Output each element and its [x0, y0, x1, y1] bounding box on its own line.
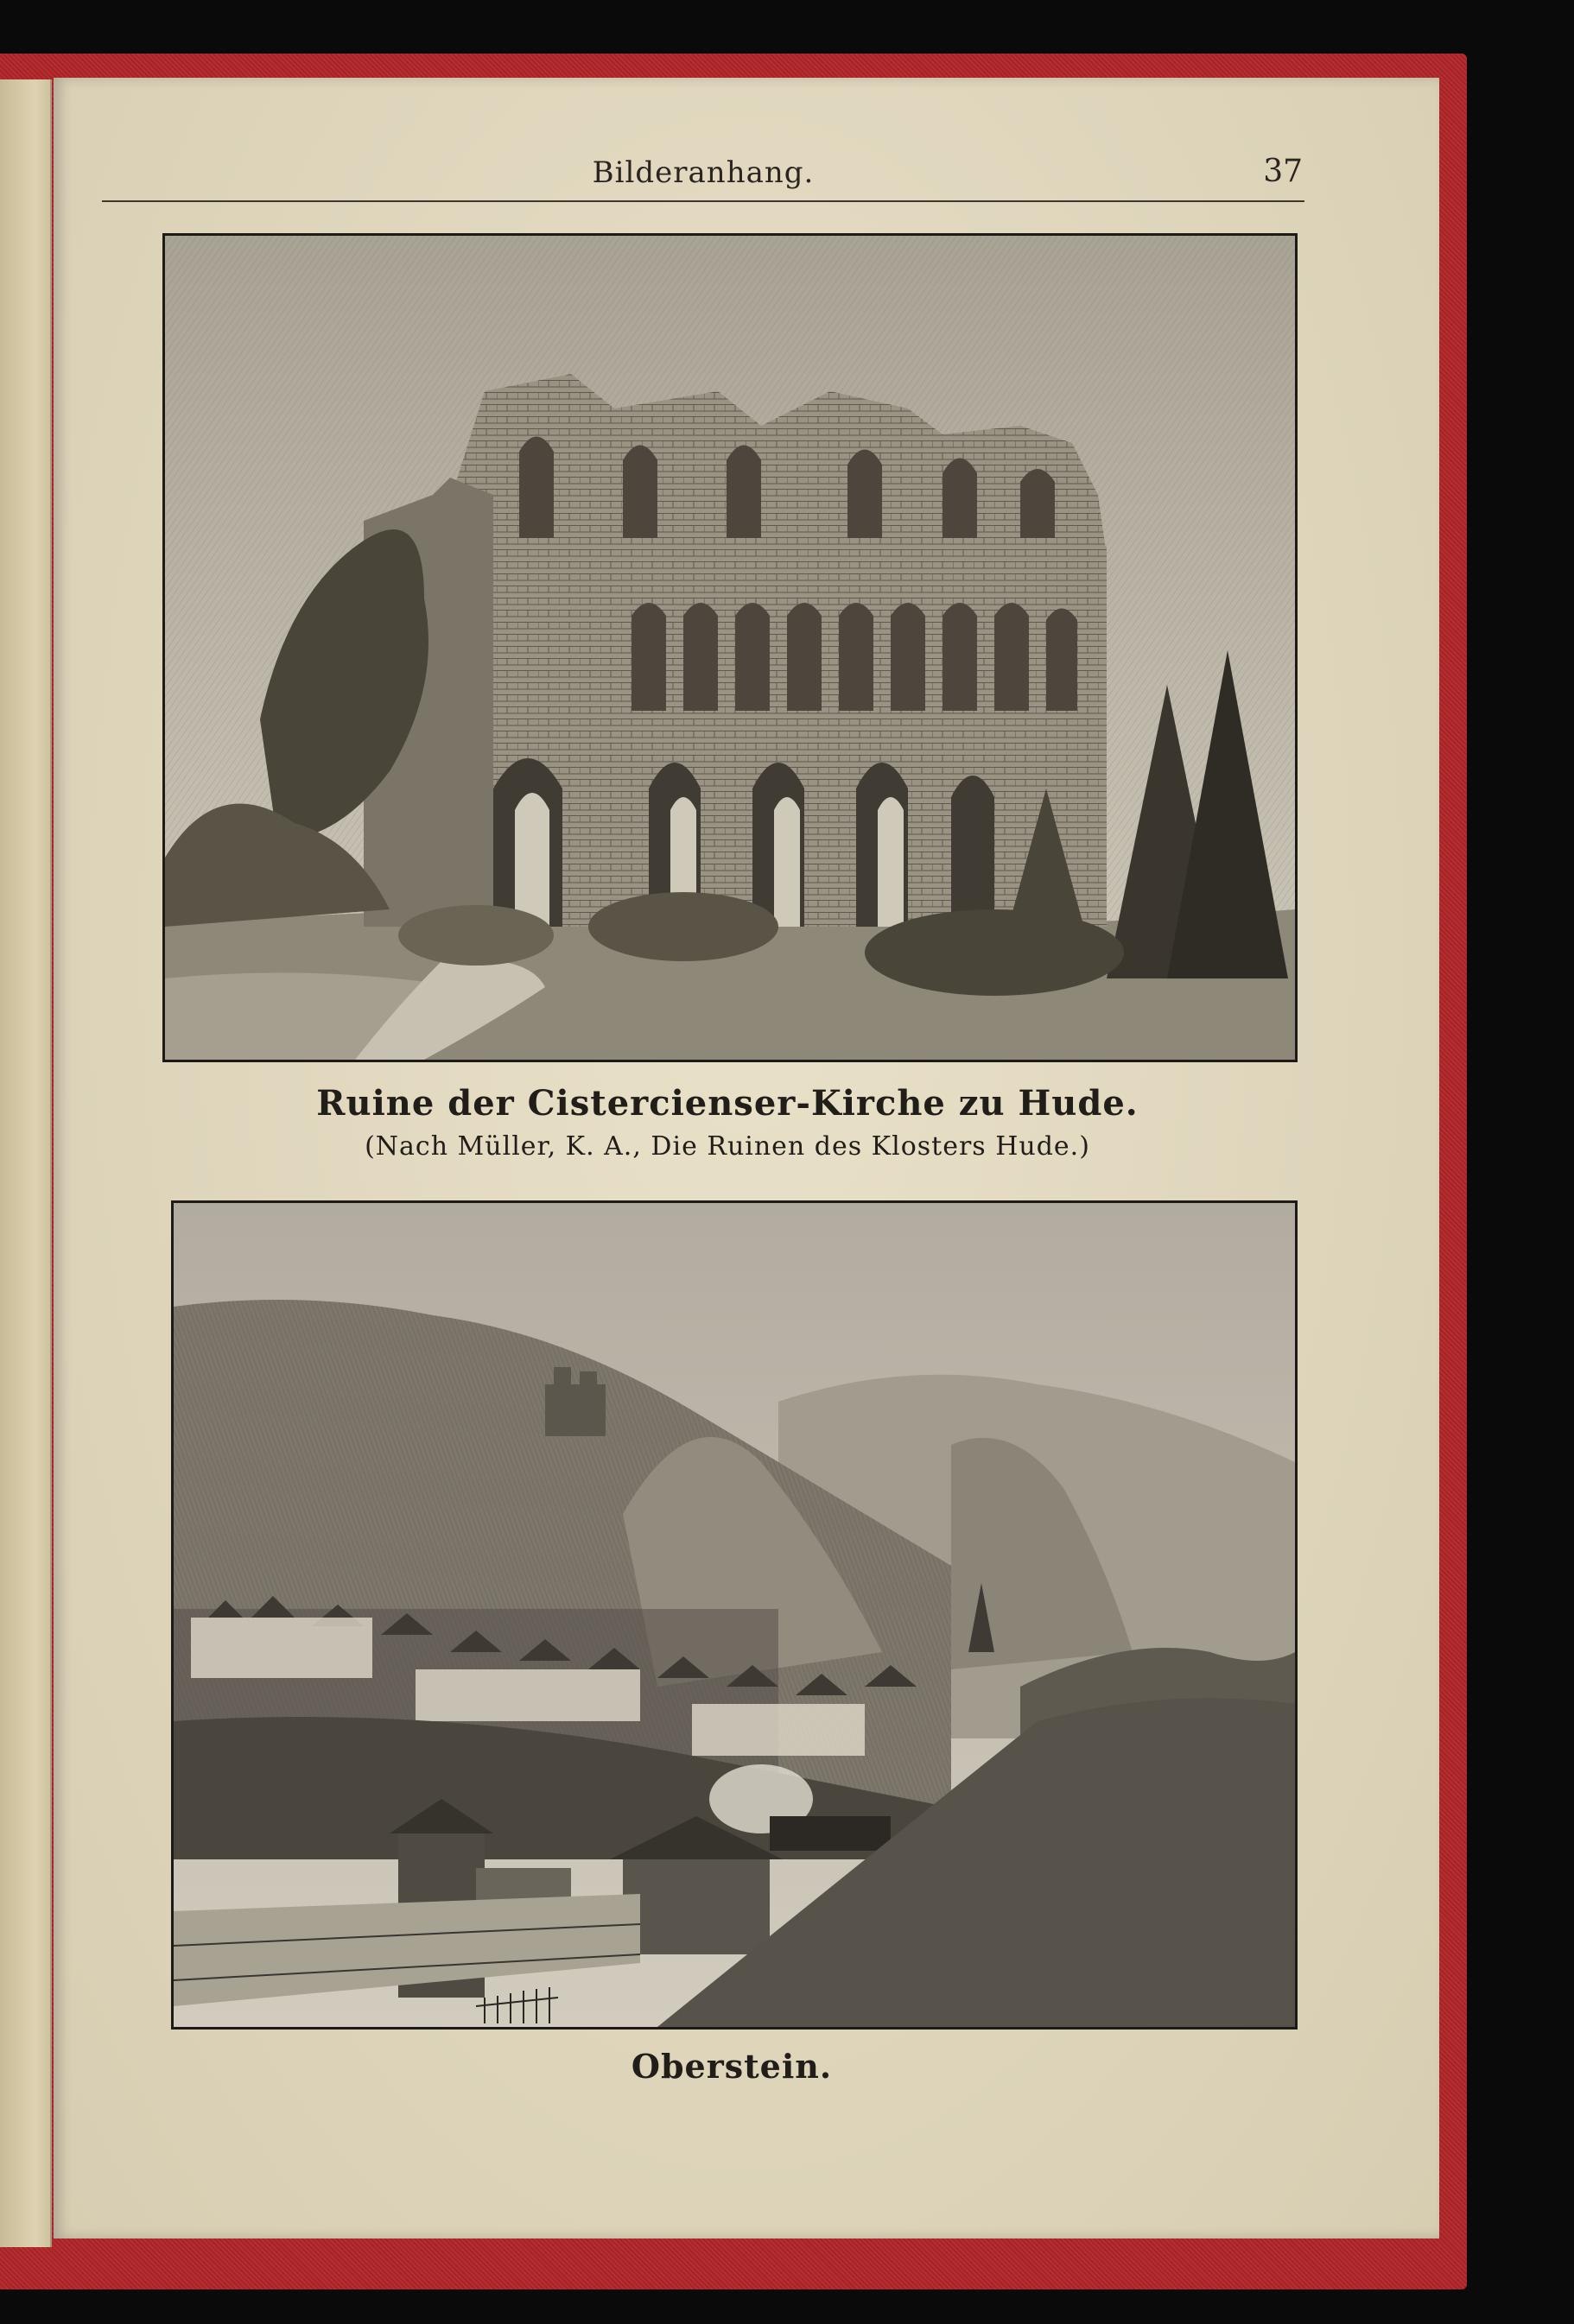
plate-1-title: Ruine der Cistercienser-Kirche zu Hude. [316, 1083, 1139, 1124]
running-head: Bilderanhang. [592, 155, 815, 190]
illustration-abbey-ruin [162, 233, 1298, 1062]
illustration-oberstein [171, 1200, 1298, 2030]
page-header [102, 152, 1304, 202]
left-page-edge [0, 79, 52, 2247]
plate-2-title: Oberstein. [631, 2047, 833, 2086]
town-engraving [174, 1203, 1295, 2027]
plate-1-subtitle: (Nach Müller, K. A., Die Ruinen des Klosters Hude.) [365, 1131, 1090, 1162]
page-number: 37 [1263, 154, 1303, 189]
ruin-engraving [165, 236, 1295, 1060]
